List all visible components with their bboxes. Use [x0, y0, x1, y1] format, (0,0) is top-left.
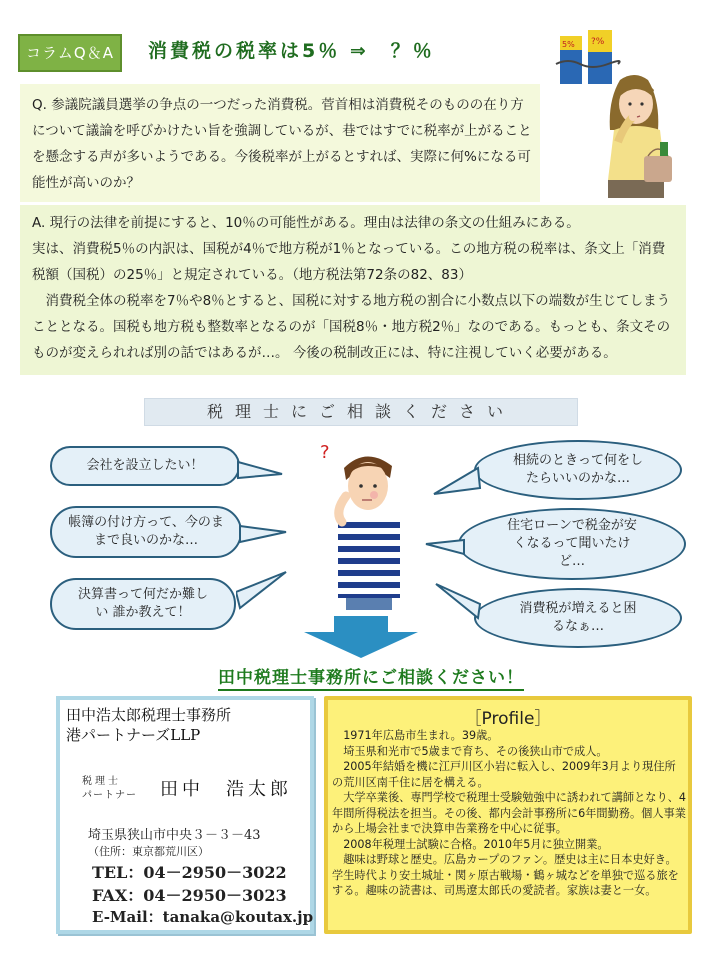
box-label-5pct: 5%	[562, 40, 575, 49]
answer-text	[32, 210, 678, 366]
box-label-unknown: ?%	[591, 37, 605, 47]
speech-bubble-left-1	[50, 446, 240, 486]
down-arrow-icon	[296, 616, 426, 658]
office-tel[interactable]: TEL：04－2950－3022	[92, 863, 287, 882]
speech-bubble-right-2	[458, 508, 686, 580]
role-label-partner: パートナー	[82, 790, 137, 801]
man-thinking-illustration	[316, 438, 426, 610]
profile-line: 2008年税理士試験に合格。2010年5月に独立開業。	[332, 837, 609, 851]
person-name: 田中 浩太郎	[160, 779, 292, 800]
profile-body	[332, 728, 686, 899]
office-partner-name: 港パートナーズLLP	[66, 726, 201, 744]
profile-line: 埼玉県和光市で5歳まで育ち、その後狭山市で成人。	[332, 744, 608, 758]
call-to-action: 田中税理士事務所にご相談ください！	[218, 663, 524, 691]
office-name: 田中浩太郎税理士事務所	[66, 706, 232, 724]
profile-title: ［Profile］	[464, 709, 552, 729]
answer-paragraph-1: A. 現行の法律を前提にすると、10％の可能性がある。理由は法律の条文の仕組みにある。	[32, 215, 580, 231]
speech-bubble-text: 消費税が増えると困るなぁ…	[519, 601, 637, 634]
column-tag: コラムQ＆A	[18, 34, 122, 72]
office-address-note: （住所：東京都荒川区）	[88, 845, 209, 858]
bubble-tails-right	[420, 454, 490, 624]
question-text: Q. 参議院議員選挙の争点の一つだった消費税。菅首相は消費税そのものの在り方について議論を呼びかけたい旨を強調しているが、巷ではすでに税率が上がることを懸念する声が多いようである。今後税率が上がるとすれば、実際に何%になる可能性が高いのか？	[32, 97, 532, 191]
speech-bubble-text: 会社を設立したい！	[86, 458, 204, 473]
speech-bubble-text: 住宅ローンで税金が安くなるって聞いたけど…	[507, 518, 637, 569]
office-email[interactable]: E-Mail：tanaka@koutax.jp	[92, 908, 314, 926]
speech-bubble-right-1	[474, 440, 682, 500]
speech-bubble-right-3	[474, 588, 682, 648]
office-fax: FAX：04－2950－3023	[92, 886, 287, 905]
question-mark-icon: ?	[320, 442, 330, 463]
page-title: 消費税の税率は5％ ⇒ ？％	[148, 40, 435, 62]
speech-bubble-text: 決算書って何だか難しい 誰か教えて！	[77, 587, 208, 620]
answer-paragraph-3: 消費税全体の税率を7％や8％とすると、国税に対する地方税の割合に小数点以下の端数が生じてしまうこととなる。国税も地方税も整数率となるのが「国税8％・地方税2％」なのである。もっとも、条文そのものが変えられれば別の話ではあるが…。 今後の税制改正には、特に注視していく必要がある。	[32, 293, 671, 361]
profile-line: 2005年結婚を機に江戸川区小岩に転入し、2009年3月より現住所の荒川区南千住に居を構える。	[332, 760, 676, 789]
woman-figure	[608, 75, 672, 198]
profile-line: 1971年広島市生まれ。39歳。	[332, 729, 499, 742]
office-address: 埼玉県狭山市中央３－３－43	[88, 828, 261, 843]
profile-line: 大学卒業後、専門学校で税理士受験勉強中に誘われて講師となり、4年間所得税法を担当。その後、都内会計事務所に6年間勤務。個人事業から上場会社まで決算申告業務を中心に従事。	[332, 791, 686, 835]
role-label: 税理士	[82, 776, 121, 787]
profile-line: 趣味は野球と歴史。広島カープのファン。歴史は主に日本史好き。学生時代より安土城址・関ヶ原古戦場・鶴ヶ城などを単独で巡る旅をする。趣味の読書は、司馬遼太郎氏の愛読者。家族は妻と一女。	[332, 853, 679, 897]
answer-paragraph-2: 実は、消費税5％の内訳は、国税が4％で地方税が1％となっている。この地方税の税率は、条文上「消費税額（国税）の25％」と規定されている。（地方税法第72条の82、83）	[32, 241, 666, 283]
speech-bubble-left-3	[50, 578, 236, 630]
speech-bubble-left-2	[50, 506, 242, 558]
speech-bubble-text: 帳簿の付け方って、今のままで良いのかな…	[68, 515, 224, 548]
bubble-tails-left	[236, 452, 296, 622]
striped-shirt	[338, 512, 400, 598]
consult-banner: 税理士にご相談ください	[144, 398, 578, 426]
woman-thinking-illustration	[548, 30, 698, 200]
speech-bubble-text: 相続のときって何をしたらいいのかな…	[512, 453, 643, 486]
tax-rate-boxes	[556, 30, 620, 84]
